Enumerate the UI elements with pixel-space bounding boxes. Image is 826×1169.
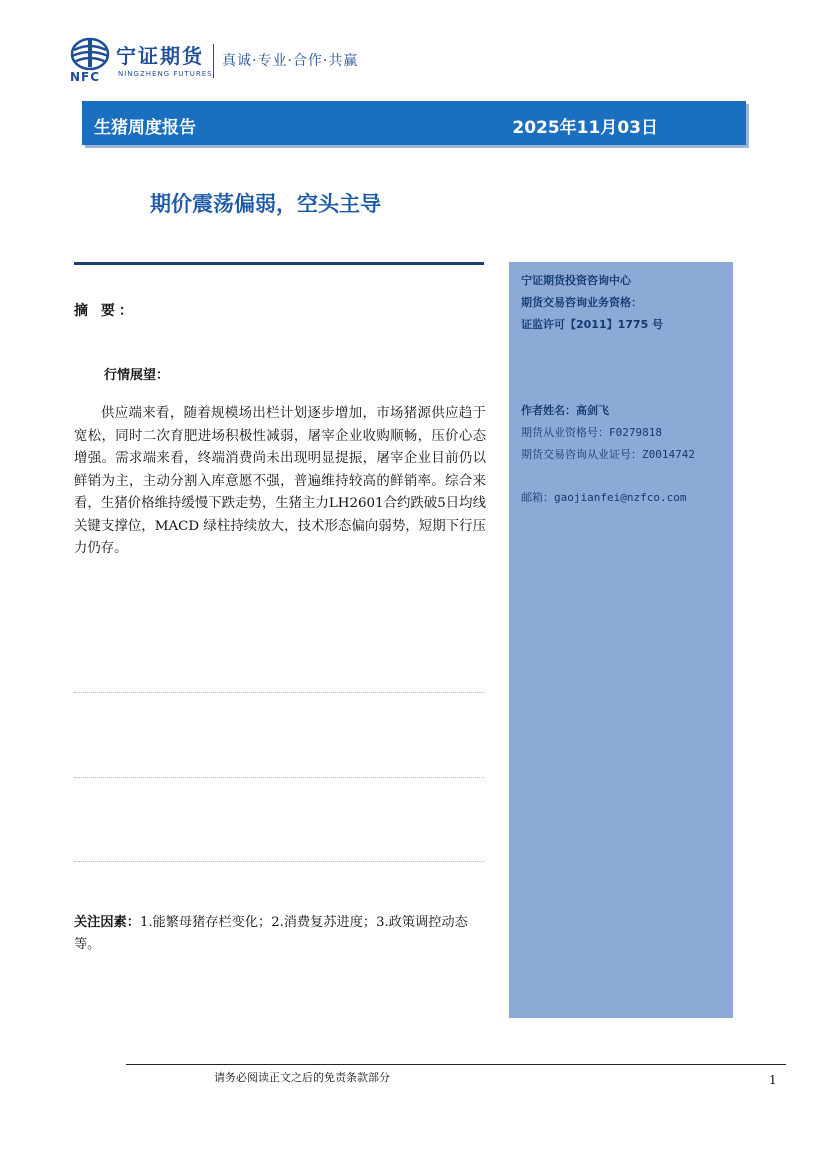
outlook-label: 行情展望： — [104, 368, 170, 383]
report-type: 生猪周度报告 — [94, 118, 196, 138]
focus-factors-text: 1.能繁母猪存栏变化；2.消费复苏进度；3.政策调控动态等。 — [74, 915, 468, 952]
section-divider — [74, 262, 484, 265]
dotted-divider — [74, 777, 484, 778]
sidebar-email[interactable]: 邮箱：gaojianfei@nzfco.com — [521, 491, 687, 504]
sidebar-license: 证监许可【2011】1775 号 — [521, 318, 664, 331]
company-name-en: NINGZHENG FUTURES — [118, 70, 213, 78]
focus-factors-label: 关注因素： — [74, 915, 140, 930]
page-number: 1 — [769, 1073, 777, 1087]
info-sidebar — [509, 262, 733, 1018]
abstract-label: 摘 要： — [74, 303, 137, 319]
sidebar-practitioner-id: 期货从业资格号：F0279818 — [521, 426, 662, 439]
disclaimer-note: 请务必阅读正文之后的免责条款部分 — [214, 1071, 390, 1084]
logo-divider — [213, 44, 214, 78]
sidebar-qualification: 期货交易咨询业务资格： — [521, 296, 642, 309]
report-title-bar — [82, 101, 746, 145]
sidebar-author: 作者姓名：高剑飞 — [521, 404, 609, 417]
report-headline: 期价震荡偏弱，空头主导 — [150, 192, 381, 216]
company-logo — [68, 36, 408, 86]
company-slogan: 真诚·专业·合作·共赢 — [222, 53, 359, 69]
report-date: 2025年11月03日 — [512, 118, 658, 138]
company-name-cn: 宁证期货 — [116, 44, 204, 68]
focus-factors — [74, 912, 486, 956]
dotted-divider — [74, 861, 484, 862]
dotted-divider — [74, 692, 484, 693]
sidebar-center-name: 宁证期货投资咨询中心 — [521, 274, 631, 287]
market-outlook-text: 供应端来看，随着规模场出栏计划逐步增加，市场猪源供应趋于宽松，同时二次育肥进场积极性减弱，屠宰企业收购顺畅，压价心态增强。需求端来看，终端消费尚未出现明显提振，屠宰企业目前仍以鲜销为主，主动分割入库意愿不强，普遍维持较高的鲜销率。综合来看，生猪价格维持缓慢下跌走势，生猪主力LH2601合约跌破5日均线关键支撑位，MACD 绿柱持续放大，技术形态偏向弱势，短期下行压力仍存。 — [74, 406, 486, 556]
footer-divider — [126, 1064, 786, 1065]
logo-abbreviation: NFC — [70, 70, 101, 84]
sidebar-consulting-id: 期货交易咨询从业证号：Z0014742 — [521, 448, 695, 461]
